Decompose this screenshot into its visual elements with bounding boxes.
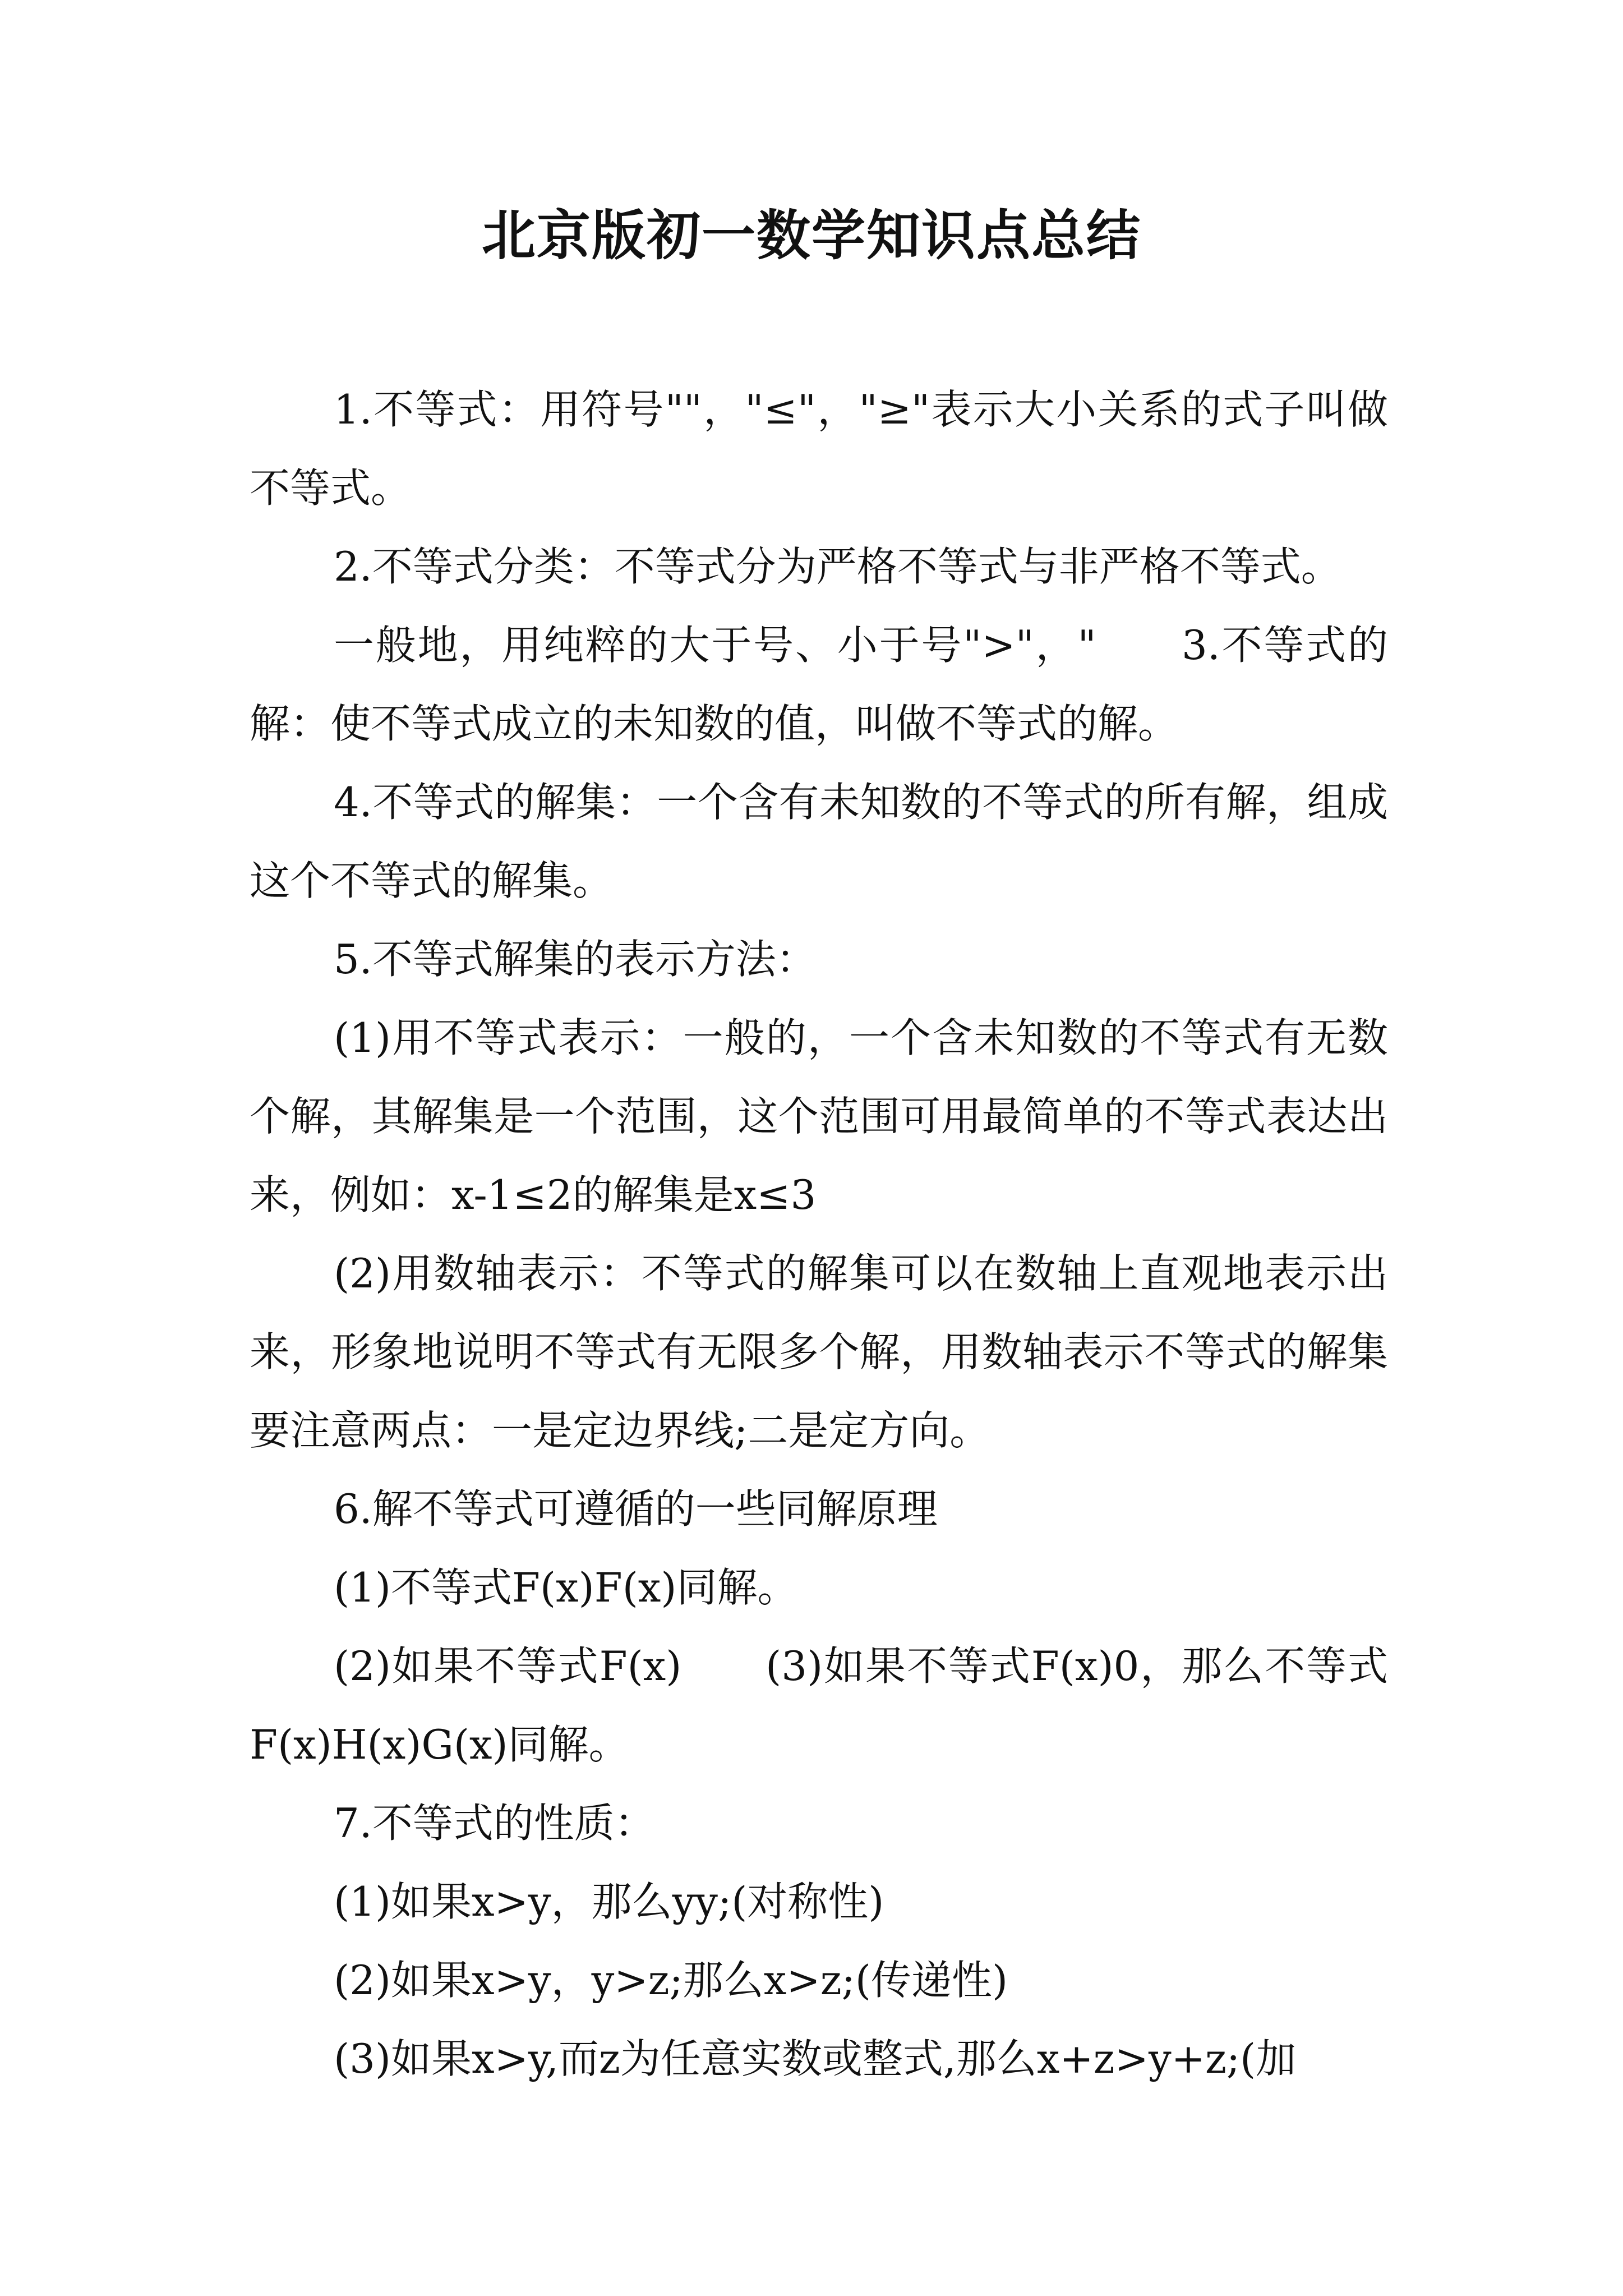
paragraph: (2)如果x>y，y>z;那么x>z;(传递性) [334, 1957, 1008, 2004]
paragraph: 1.不等式：用符号""，"≤"，"≥"表示大小关系的式子叫做不等式。 [250, 386, 1388, 512]
paragraph: (1)用不等式表示：一般的，一个含未知数的不等式有无数个解，其解集是一个范围，这个范围可用最简单的不等式表达出来，例如：x-1≤2的解集是x≤3 [250, 1014, 1388, 1218]
paragraph: 2.不等式分类：不等式分为严格不等式与非严格不等式。 [334, 543, 1341, 590]
paragraph: 4.不等式的解集：一个含有未知数的不等式的所有解，组成这个不等式的解集。 [250, 779, 1388, 904]
paragraph: (2)如果不等式F(x) (3)如果不等式F(x)0，那么不等式F(x)H(x)G(x)同解。 [250, 1642, 1388, 1768]
paragraph: (2)用数轴表示：不等式的解集可以在数轴上直观地表示出来，形象地说明不等式有无限多个解，用数轴表示不等式的解集要注意两点：一是定边界线;二是定方向。 [250, 1250, 1388, 1454]
paragraph: 6.解不等式可遵循的一些同解原理 [334, 1485, 938, 1533]
document-title: 北京版初一数学知识点总结 [482, 204, 1141, 267]
paragraph: 一般地，用纯粹的大于号、小于号">"，" 3.不等式的解：使不等式成立的未知数的值，叫做不等式的解。 [250, 622, 1388, 747]
paragraph: (1)如果x>y，那么yy;(对称性) [334, 1878, 884, 1925]
paragraph: 5.不等式解集的表示方法： [334, 936, 817, 983]
paragraph: 7.不等式的性质： [334, 1800, 655, 1847]
paragraph: (3)如果x>y,而z为任意实数或整式,那么x+z>y+z;(加 [334, 2035, 1297, 2082]
paragraph: (1)不等式F(x)F(x)同解。 [334, 1564, 798, 1611]
document-body [250, 370, 1388, 2098]
